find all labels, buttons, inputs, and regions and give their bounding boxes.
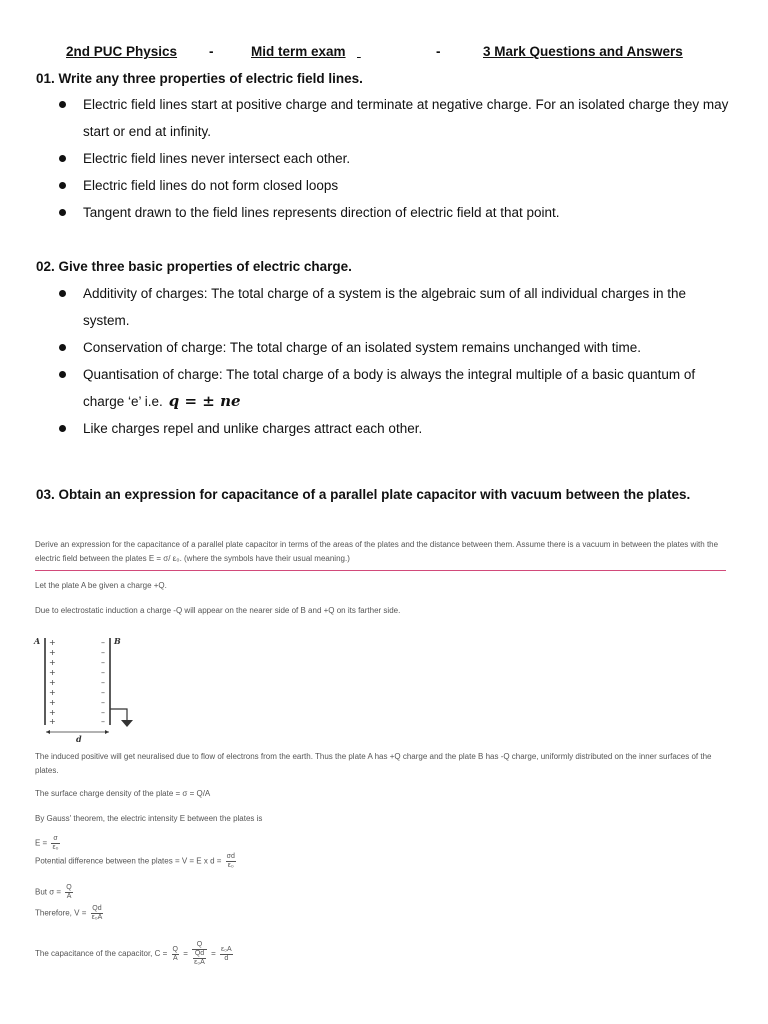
e-label: E = bbox=[35, 838, 48, 848]
potential-equation bbox=[35, 853, 735, 870]
quantisation-text: Quantisation of charge: The total charge of a body is always the integral multiple of a basic quantum of charge ‘e’ i.e. bbox=[83, 366, 696, 409]
svg-text:+: + bbox=[49, 688, 56, 697]
question-1-title: 01. Write any three properties of electric field lines. bbox=[36, 71, 363, 86]
plate-b-label: B bbox=[114, 636, 121, 646]
therefore-equation bbox=[35, 905, 735, 922]
plate-a-label: A bbox=[34, 636, 41, 646]
header-underline-gap bbox=[357, 44, 432, 59]
svg-text:+: + bbox=[49, 658, 56, 667]
question-2-answers bbox=[36, 281, 736, 443]
ground-symbol bbox=[121, 720, 133, 727]
svg-text:+: + bbox=[49, 717, 56, 726]
equals-sign: = bbox=[211, 949, 216, 959]
capacitance-equation bbox=[35, 941, 735, 967]
list-item: Electric field lines never intersect each other. bbox=[36, 146, 736, 173]
list-item: Additivity of charges: The total charge of a system is the algebraic sum of all individual charges in the system. bbox=[36, 281, 736, 334]
svg-text:–: – bbox=[101, 648, 105, 657]
q-over-qd-eps0a: $\frac{Q}{\frac{Qd}{\text{ε₀A}}}$ bbox=[194, 941, 205, 966]
q-over-a: $\frac{Q}{A}$ bbox=[66, 884, 72, 900]
svg-text:+: + bbox=[49, 668, 56, 677]
svg-text:–: – bbox=[101, 658, 105, 667]
header-dash-1: - bbox=[209, 44, 214, 59]
svg-text:–: – bbox=[101, 708, 105, 717]
question-3-title: 03. Obtain an expression for capacitance of a parallel plate capacitor with vacuum between the plates. bbox=[36, 487, 691, 502]
q-over-a-2: $\frac{Q}{A}$ bbox=[172, 945, 178, 962]
svg-text:+: + bbox=[49, 638, 56, 647]
derivation-line-5: By Gauss' theorem, the electric intensity E between the plates is bbox=[35, 814, 263, 823]
header-category: 3 Mark Questions and Answers bbox=[483, 44, 683, 59]
capacitor-diagram bbox=[30, 633, 140, 743]
eps0a-over-d: $\frac{\text{ε₀A}}{d}$ bbox=[220, 945, 232, 962]
therefore-label: Therefore, V = bbox=[35, 908, 87, 918]
page-header bbox=[0, 44, 768, 64]
list-item: Like charges repel and unlike charges attract each other. bbox=[36, 416, 736, 443]
svg-text:+: + bbox=[49, 708, 56, 717]
list-item: Electric field lines do not form closed loops bbox=[36, 173, 736, 200]
svg-text:–: – bbox=[101, 688, 105, 697]
header-dash-2: - bbox=[436, 44, 441, 59]
svg-text:+: + bbox=[49, 648, 56, 657]
equals-sign: = bbox=[183, 949, 188, 959]
list-item: Tangent drawn to the field lines represents direction of electric field at that point. bbox=[36, 200, 736, 227]
question-1-answers bbox=[36, 92, 736, 227]
header-exam: Mid term exam bbox=[251, 44, 346, 59]
list-item: Conservation of charge: The total charge of an isolated system remains unchanged with time. bbox=[36, 335, 736, 362]
svg-text:–: – bbox=[101, 668, 105, 677]
but-label: But σ = bbox=[35, 887, 62, 897]
pd-label: Potential difference between the plates = V = E x d = bbox=[35, 856, 222, 866]
svg-text:–: – bbox=[101, 638, 105, 647]
qd-over-eps0a: $\frac{Qd}{\text{ε₀A}}$ bbox=[91, 905, 103, 921]
header-subject: 2nd PUC Physics bbox=[66, 44, 178, 59]
svg-text:+: + bbox=[49, 678, 56, 687]
derivation-line-4: The surface charge density of the plate = σ = Q/A bbox=[35, 789, 211, 798]
gap-label: d bbox=[76, 734, 82, 743]
derivation-prompt: Derive an expression for the capacitance of a parallel plate capacitor in terms of the areas of the plates and the distance between them. Assume there is a vacuum in between the plates with the electric field between the plates E = σ/ ε₀. (where the symbols have their usual meaning.) bbox=[35, 540, 719, 563]
cap-label: The capacitance of the capacitor, C = bbox=[35, 949, 168, 959]
list-item bbox=[36, 362, 736, 416]
sigma-d-over-eps0: $\frac{\sigma d}{\text{ε₀}}$ bbox=[226, 853, 235, 869]
plate-b-charges bbox=[101, 638, 105, 726]
quantisation-equation: q = ± ne bbox=[168, 392, 241, 410]
svg-text:–: – bbox=[101, 678, 105, 687]
svg-text:–: – bbox=[101, 698, 105, 707]
divider bbox=[35, 570, 726, 571]
derivation-line-2: Due to electrostatic induction a charge -Q will appear on the nearer side of B and +Q on its farther side. bbox=[35, 606, 401, 615]
question-2-title: 02. Give three basic properties of electric charge. bbox=[36, 259, 352, 274]
plate-a-charges bbox=[49, 638, 56, 726]
derivation-line-1: Let the plate A be given a charge +Q. bbox=[35, 581, 167, 590]
svg-text:+: + bbox=[49, 698, 56, 707]
sigma-equation bbox=[35, 884, 735, 901]
derivation-line-3: The induced positive will get neuralised due to flow of electrons from the earth. Thus the plate A has +Q charge and the plate B has -Q charge, uniformly distributed on the inner surfaces of the plates. bbox=[35, 752, 712, 775]
sigma-over-eps0: $\frac{\sigma}{\text{ε₀}}$ bbox=[52, 835, 59, 851]
earth-wire bbox=[110, 709, 127, 720]
svg-text:–: – bbox=[101, 717, 105, 726]
list-item: Electric field lines start at positive charge and terminate at negative charge. For an isolated charge they may start or end at infinity. bbox=[36, 92, 736, 145]
field-equation bbox=[35, 835, 735, 852]
